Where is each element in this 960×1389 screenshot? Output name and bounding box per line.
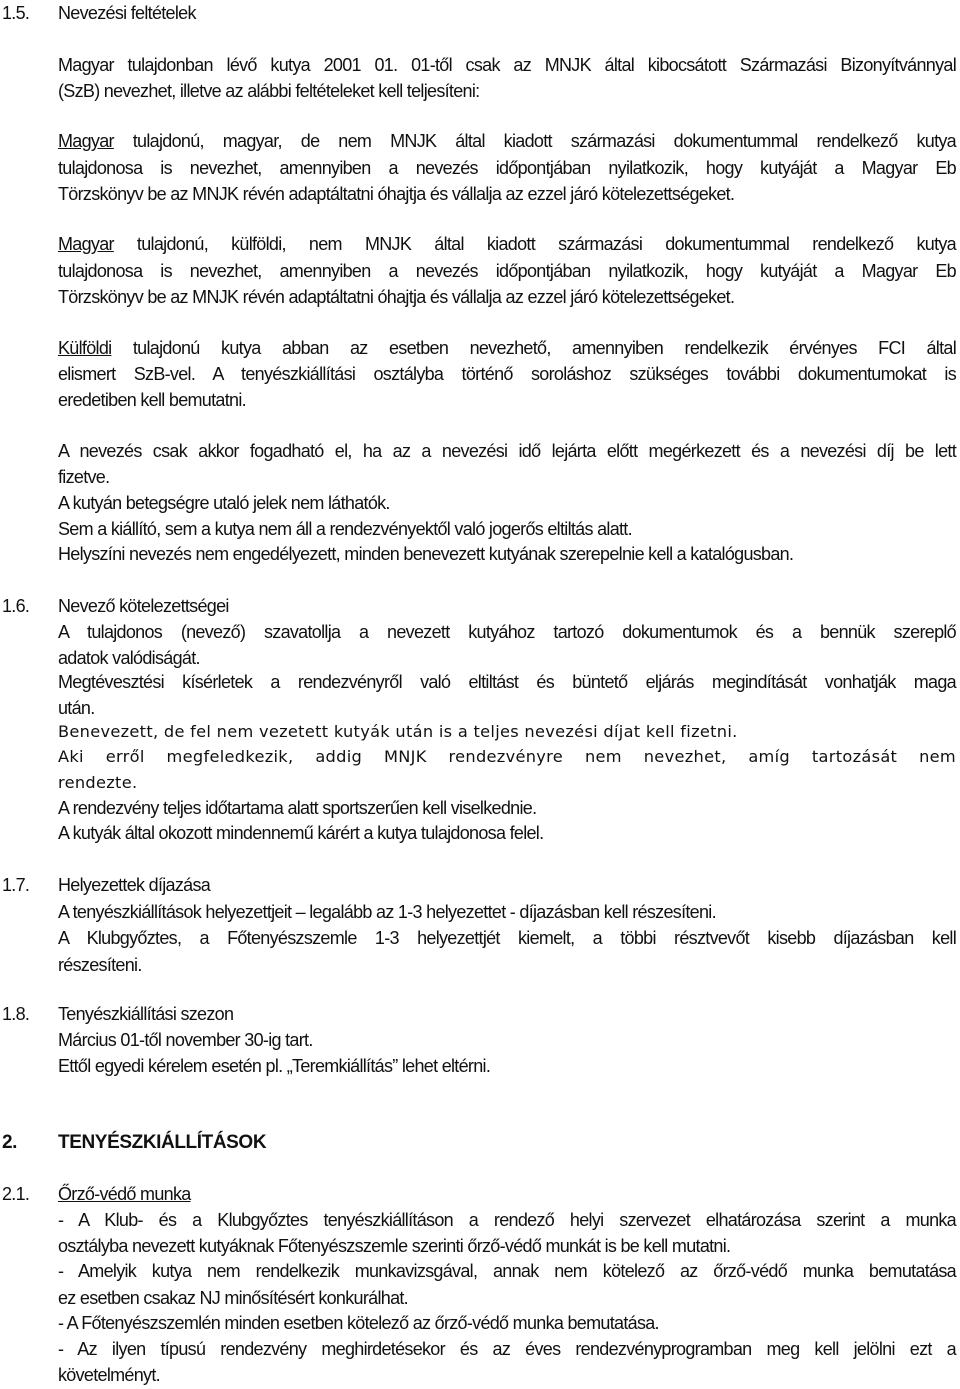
s21-line-5: - A Főtenyészszemlén minden esetben kötelező az őrző-védő munka bemutatása. — [58, 1313, 659, 1333]
p1-lead: Magyar — [58, 131, 114, 151]
chapter-number-2: 2. — [2, 1132, 18, 1153]
p1-line-3: Törzskönyv be az MNJK révén adaptáltatni óhajtja és vállalja az ezzel járó kötelezettségeket. — [58, 184, 735, 204]
s17-line-3: részesíteni. — [58, 955, 142, 975]
s21-line-4: ez esetben csakaz NJ minősítésért konkurálhat. — [58, 1288, 408, 1308]
p3-line-2: elismert SzB-vel. A tenyészkiállítási osztályba történő soroláshoz szükséges további dokumentumokat is — [58, 364, 956, 384]
p3-line-1-text: tulajdonú kutya abban az esetben nevezhető, amennyiben rendelkezik érvényes FCI által — [111, 338, 956, 358]
p4-line-1: A nevezés csak akkor fogadható el, ha az a nevezési idő lejárta előtt megérkezett és a nevezési díj be lett — [58, 441, 956, 461]
s16-line-3: Megtévesztési kísérletek a rendezvényről való eltiltást és büntető eljárás megindítását vonhatják maga — [58, 672, 956, 692]
s16-mono-line-1: Benevezett, de fel nem vezetett kutyák után is a teljes nevezési díjat kell fizetni. — [58, 722, 738, 741]
chapter-title-2: TENYÉSZKIÁLLÍTÁSOK — [58, 1132, 267, 1153]
p2-line-3: Törzskönyv be az MNJK révén adaptáltatni óhajtja és vállalja az ezzel járó kötelezettségeket. — [58, 287, 735, 307]
s21-line-6: - Az ilyen típusú rendezvény meghirdetésekor és az éves rendezvényprogramban meg kell jelölni ezt a — [58, 1339, 956, 1359]
s21-line-1: - A Klub- és a Klubgyőztes tenyészkiállításon a rendező helyi szervezet elhatározása szerint a munka — [58, 1210, 956, 1230]
p4-line-2: fizetve. — [58, 467, 110, 487]
section-title-1-6: Nevező kötelezettségei — [58, 596, 229, 616]
intro-line-2: (SzB) nevezhet, illetve az alábbi feltételeket kell teljesíteni: — [58, 81, 480, 101]
p1-line-1 — [58, 131, 956, 151]
p4-line-3: A kutyán betegségre utaló jelek nem láthatók. — [58, 493, 390, 513]
s16-line-5: A rendezvény teljes időtartama alatt sportszerűen kell viselkednie. — [58, 798, 537, 818]
section-title-2-1: Őrző-védő munka — [58, 1184, 191, 1204]
section-title-1-7: Helyezettek díjazása — [58, 875, 211, 895]
p3-line-3: eredetiben kell bemutatni. — [58, 390, 246, 410]
s16-line-1: A tulajdonos (nevező) szavatollja a nevezett kutyához tartozó dokumentumok és a bennük szereplő — [58, 622, 956, 642]
section-number-1-6: 1.6. — [2, 596, 30, 616]
section-number-1-8: 1.8. — [2, 1004, 30, 1024]
s17-line-2: A Klubgyőztes, a Főtenyészszemle 1-3 helyezettjét kiemelt, a többi résztvevőt kisebb díjazásban kell — [58, 928, 956, 948]
p2-line-2: tulajdonosa is nevezhet, amennyiben a nevezés időpontjában nyilatkozik, hogy kutyáját a Magyar Eb — [58, 261, 956, 281]
s21-line-3: - Amelyik kutya nem rendelkezik munkavizsgával, annak nem kötelező az őrző-védő munka bemutatása — [58, 1261, 956, 1281]
s16-line-4: után. — [58, 698, 95, 718]
section-title-1-5: Nevezési feltételek — [58, 3, 196, 23]
s18-line-1: Március 01-től november 30-ig tart. — [58, 1030, 313, 1050]
p1-line-2: tulajdonosa is nevezhet, amennyiben a nevezés időpontjában nyilatkozik, hogy kutyáját a Magyar Eb — [58, 158, 956, 178]
p2-lead: Magyar — [58, 234, 114, 254]
s16-line-2: adatok valódiságát. — [58, 648, 200, 668]
section-number-1-5: 1.5. — [2, 3, 30, 23]
s16-line-6: A kutyák által okozott mindennemű kárért a kutya tulajdonosa felel. — [58, 823, 544, 843]
section-number-2-1: 2.1. — [2, 1184, 30, 1204]
p3-line-1 — [58, 338, 956, 358]
s16-mono-line-2: Aki erről megfeledkezik, addig MNJK rendezvényre nem nevezhet, amíg tartozását nem — [58, 747, 956, 766]
s21-line-2: osztályba nevezett kutyáknak Főtenyészszemle szerinti őrző-védő munkát is be kell mutatni. — [58, 1236, 731, 1256]
p2-line-1 — [58, 234, 956, 254]
p3-lead: Külföldi — [58, 338, 112, 358]
s18-line-2: Ettől egyedi kérelem esetén pl. „Teremkiállítás” lehet eltérni. — [58, 1056, 491, 1076]
s16-mono-line-3: rendezte. — [58, 773, 138, 792]
p1-line-1-text: tulajdonú, magyar, de nem MNJK által kiadott származási dokumentummal rendelkező kutya — [113, 131, 956, 151]
s21-line-7: követelményt. — [58, 1365, 160, 1385]
intro-line-1: Magyar tulajdonban lévő kutya 2001 01. 01-től csak az MNJK által kibocsátott Származási Bizonyítvánnyal — [58, 55, 956, 75]
p4-line-5: Helyszíni nevezés nem engedélyezett, minden benevezett kutyának szerepelnie kell a katalógusban. — [58, 544, 794, 564]
section-number-1-7: 1.7. — [2, 875, 30, 895]
s17-line-1: A tenyészkiállítások helyezettjeit – legalább az 1-3 helyezettet - díjazásban kell részesíteni. — [58, 902, 716, 922]
section-title-1-8: Tenyészkiállítási szezon — [58, 1004, 234, 1024]
p4-line-4: Sem a kiállító, sem a kutya nem áll a rendezvényektől való jogerős eltiltás alatt. — [58, 519, 632, 539]
p2-line-1-text: tulajdonú, külföldi, nem MNJK által kiadott származási dokumentummal rendelkező kutya — [113, 234, 956, 254]
